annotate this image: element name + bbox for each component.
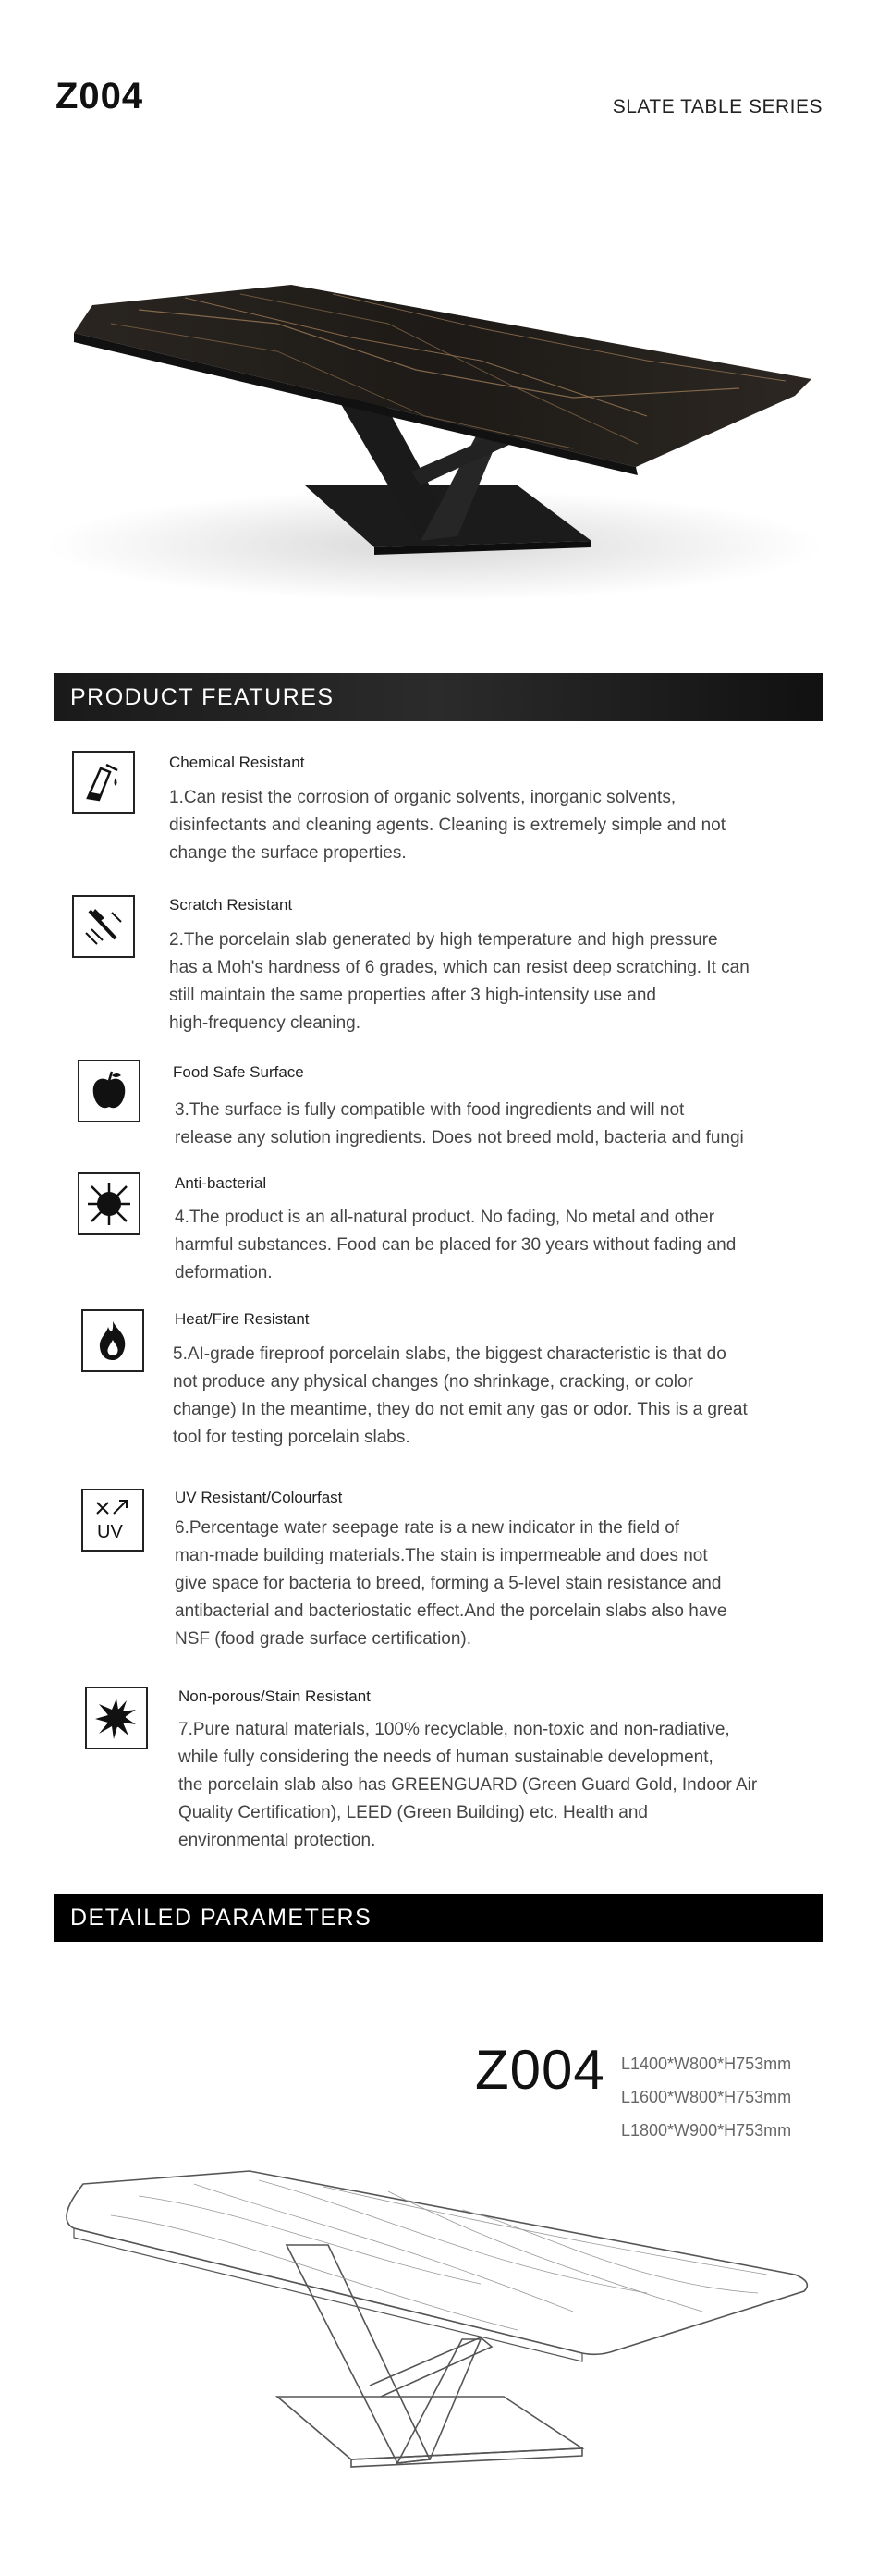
detailed-parameters-heading: DETAILED PARAMETERS <box>54 1894 823 1942</box>
size-option: L1400*W800*H753mm <box>621 2055 792 2073</box>
product-features-heading: PRODUCT FEATURES <box>54 673 823 721</box>
feature-title: Scratch Resistant <box>169 896 293 914</box>
feature-title: Food Safe Surface <box>173 1063 304 1081</box>
model-code: Z004 <box>55 76 144 117</box>
size-option: L1800*W900*H753mm <box>621 2121 792 2140</box>
feature-description: 3.The surface is fully compatible with food ingredients and will not release any solution ingredients. Does not breed mold, bacteria and fungi <box>175 1100 744 1147</box>
feature-title: UV Resistant/Colourfast <box>175 1489 343 1506</box>
uv-icon <box>81 1489 144 1552</box>
param-model-code: Z004 <box>475 2039 605 2101</box>
feature-description: 5.AI-grade fireproof porcelain slabs, the biggest characteristic is that do not produce any physical changes (no shrinkage, cracking, or color change) In the meantime, they do not emit any gas or odor. This is a great tool for testing porcelain slabs. <box>173 1344 748 1447</box>
stain-splash-icon <box>85 1687 148 1749</box>
flame-icon <box>81 1309 144 1372</box>
series-label: SLATE TABLE SERIES <box>612 96 823 117</box>
apple-icon <box>78 1060 140 1122</box>
product-line-drawing <box>0 2154 878 2576</box>
product-image-dark-table <box>0 259 878 684</box>
feature-description: 2.The porcelain slab generated by high temperature and high pressure has a Moh's hardness of 6 grades, which can resist deep scratching. It can still maintain the same properties after 3 high-intensity use and high-frequency cleaning. <box>169 930 750 1033</box>
feature-description: 1.Can resist the corrosion of organic solvents, inorganic solvents, disinfectants and cleaning agents. Cleaning is extremely simple and not change the surface properties. <box>169 788 726 863</box>
feature-description: 6.Percentage water seepage rate is a new indicator in the field of man-made building materials.The stain is impermeable and does not give space for bacteria to breed, forming a 5-level stain resistance and antibacterial and bacteriostatic effect.And the porcelain slabs also have NSF (food grade surface certification). <box>175 1518 727 1649</box>
feature-title: Anti-bacterial <box>175 1174 267 1192</box>
size-list <box>621 2047 791 2147</box>
feature-title: Non-porous/Stain Resistant <box>178 1687 371 1705</box>
feature-description: 7.Pure natural materials, 100% recyclable, non-toxic and non-radiative, while fully considering the needs of human sustainable development, the porcelain slab also has GREENGUARD (Green Guard Gold, Indoor Air Quality Certification), LEED (Green Building) etc. Health and environmental protection. <box>178 1720 758 1850</box>
svg-text:UV: UV <box>97 1522 123 1542</box>
size-option: L1600*W800*H753mm <box>621 2088 792 2106</box>
feature-description: 4.The product is an all-natural product. No fading, No metal and other harmful substances. Food can be placed for 30 years without fading and deformation. <box>175 1208 737 1282</box>
bacteria-icon <box>78 1172 140 1235</box>
scratch-resistant-icon <box>72 895 135 958</box>
feature-title: Heat/Fire Resistant <box>175 1310 310 1328</box>
feature-title: Chemical Resistant <box>169 754 305 771</box>
chemical-resistant-icon <box>72 751 135 814</box>
